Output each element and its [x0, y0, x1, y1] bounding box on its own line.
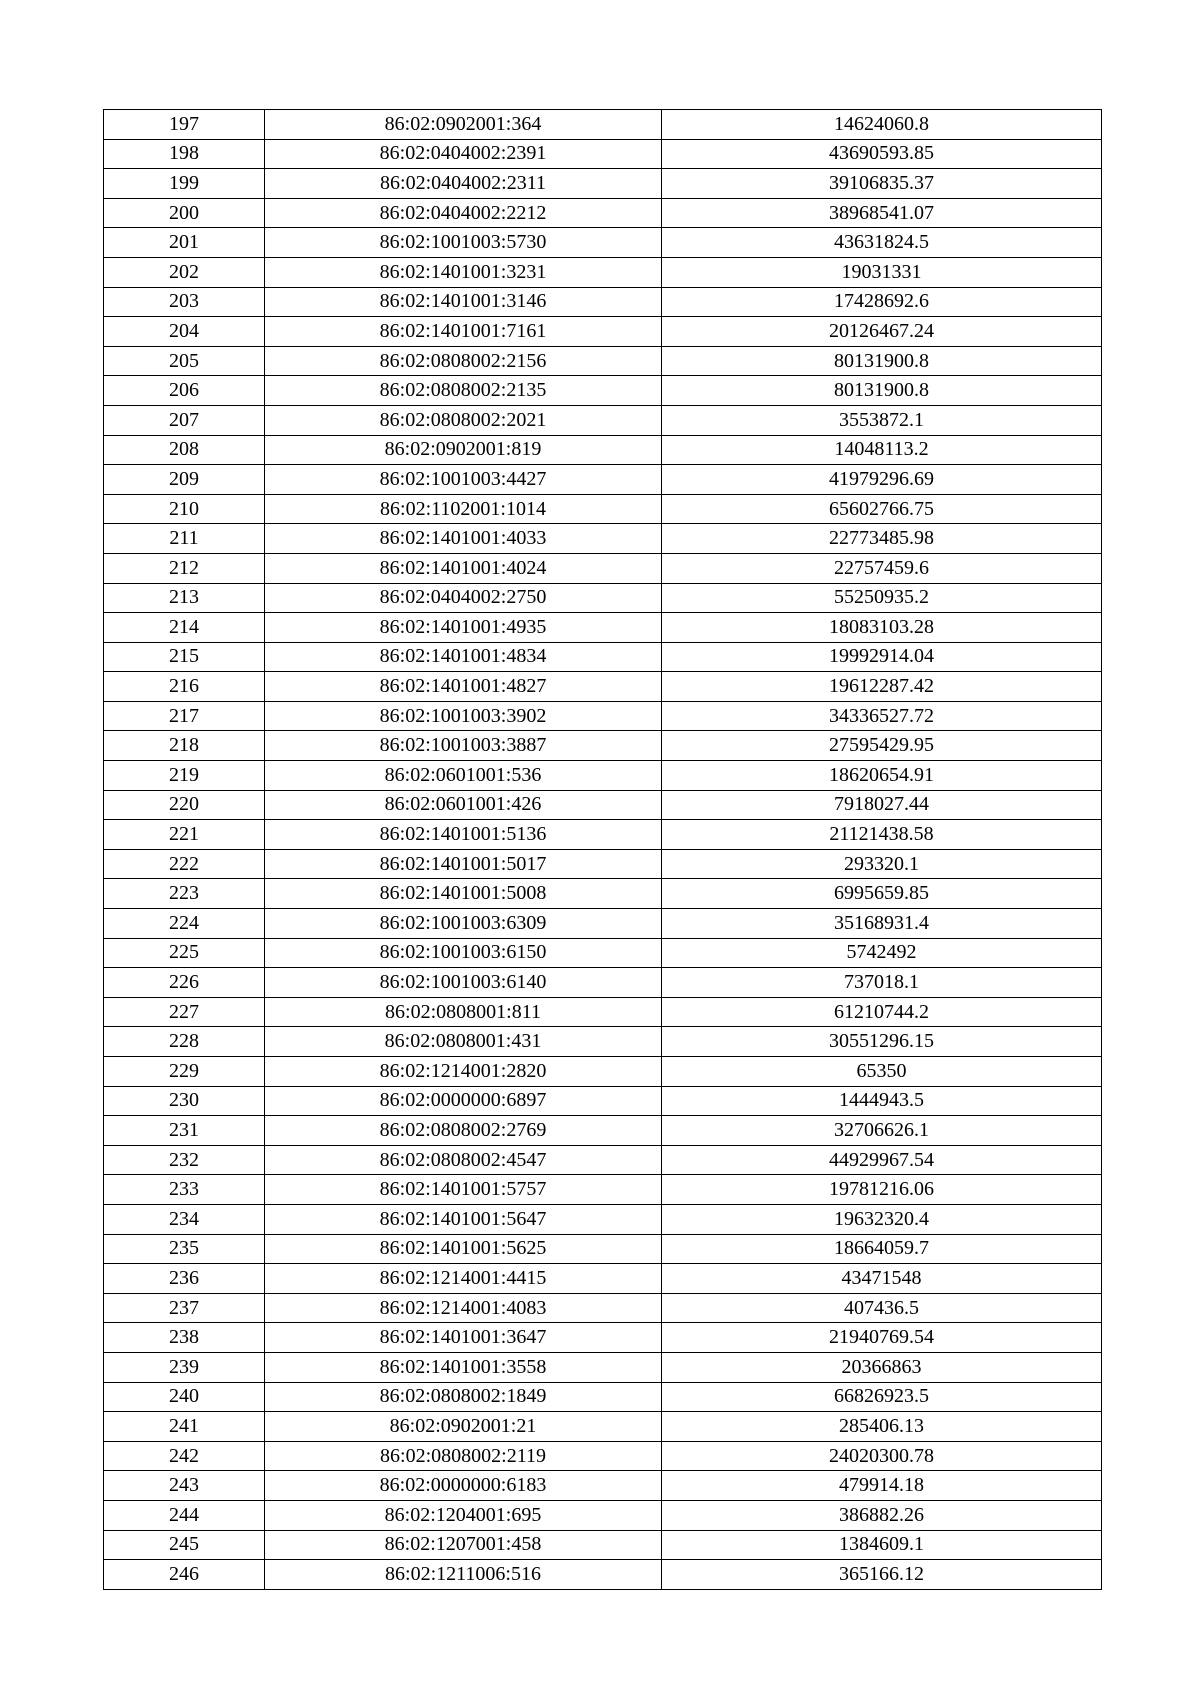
row-number-cell: 229	[104, 1057, 265, 1087]
table-row	[104, 938, 1102, 968]
value-cell: 386882.26	[662, 1500, 1102, 1530]
table-row	[104, 1412, 1102, 1442]
cadastral-number-cell: 86:02:1204001:695	[265, 1500, 662, 1530]
table-body	[104, 110, 1102, 1590]
cadastral-number-cell: 86:02:0000000:6897	[265, 1086, 662, 1116]
row-number-cell: 221	[104, 820, 265, 850]
table-row	[104, 110, 1102, 140]
table-row	[104, 968, 1102, 998]
row-number-cell: 202	[104, 257, 265, 287]
cadastral-number-cell: 86:02:1401001:4033	[265, 524, 662, 554]
row-number-cell: 224	[104, 909, 265, 939]
value-cell: 22773485.98	[662, 524, 1102, 554]
value-cell: 24020300.78	[662, 1441, 1102, 1471]
table-row	[104, 1027, 1102, 1057]
cadastral-number-cell: 86:02:1001003:6140	[265, 968, 662, 998]
cadastral-number-cell: 86:02:0902001:819	[265, 435, 662, 465]
value-cell: 39106835.37	[662, 169, 1102, 199]
value-cell: 1444943.5	[662, 1086, 1102, 1116]
row-number-cell: 225	[104, 938, 265, 968]
table-row	[104, 494, 1102, 524]
cadastral-number-cell: 86:02:0808002:2021	[265, 405, 662, 435]
row-number-cell: 226	[104, 968, 265, 998]
value-cell: 43471548	[662, 1264, 1102, 1294]
table-row	[104, 1234, 1102, 1264]
cadastral-number-cell: 86:02:0808002:2156	[265, 346, 662, 376]
cadastral-number-cell: 86:02:1001003:6309	[265, 909, 662, 939]
row-number-cell: 210	[104, 494, 265, 524]
table-row	[104, 1323, 1102, 1353]
cadastral-number-cell: 86:02:1207001:458	[265, 1530, 662, 1560]
table-row	[104, 849, 1102, 879]
cadastral-number-cell: 86:02:1401001:4827	[265, 672, 662, 702]
table-row	[104, 613, 1102, 643]
value-cell: 80131900.8	[662, 376, 1102, 406]
row-number-cell: 218	[104, 731, 265, 761]
row-number-cell: 241	[104, 1412, 265, 1442]
cadastral-number-cell: 86:02:1211006:516	[265, 1560, 662, 1590]
cadastral-number-cell: 86:02:1401001:5625	[265, 1234, 662, 1264]
value-cell: 479914.18	[662, 1471, 1102, 1501]
table-row	[104, 1441, 1102, 1471]
table-row	[104, 405, 1102, 435]
row-number-cell: 197	[104, 110, 265, 140]
row-number-cell: 222	[104, 849, 265, 879]
row-number-cell: 220	[104, 790, 265, 820]
data-table	[103, 109, 1102, 1590]
value-cell: 19992914.04	[662, 642, 1102, 672]
table-row	[104, 257, 1102, 287]
cadastral-number-cell: 86:02:1401001:7161	[265, 317, 662, 347]
value-cell: 65350	[662, 1057, 1102, 1087]
table-row	[104, 317, 1102, 347]
row-number-cell: 211	[104, 524, 265, 554]
value-cell: 41979296.69	[662, 465, 1102, 495]
cadastral-number-cell: 86:02:1214001:4083	[265, 1293, 662, 1323]
cadastral-number-cell: 86:02:1214001:2820	[265, 1057, 662, 1087]
row-number-cell: 237	[104, 1293, 265, 1323]
value-cell: 65602766.75	[662, 494, 1102, 524]
value-cell: 38968541.07	[662, 198, 1102, 228]
cadastral-number-cell: 86:02:1401001:4834	[265, 642, 662, 672]
cadastral-number-cell: 86:02:1001003:3887	[265, 731, 662, 761]
value-cell: 61210744.2	[662, 997, 1102, 1027]
row-number-cell: 231	[104, 1116, 265, 1146]
value-cell: 27595429.95	[662, 731, 1102, 761]
table-row	[104, 731, 1102, 761]
table-row	[104, 524, 1102, 554]
row-number-cell: 245	[104, 1530, 265, 1560]
value-cell: 293320.1	[662, 849, 1102, 879]
table-row	[104, 642, 1102, 672]
table-row	[104, 1086, 1102, 1116]
table-row	[104, 672, 1102, 702]
row-number-cell: 215	[104, 642, 265, 672]
cadastral-number-cell: 86:02:1214001:4415	[265, 1264, 662, 1294]
value-cell: 32706626.1	[662, 1116, 1102, 1146]
table-row	[104, 909, 1102, 939]
table-row	[104, 879, 1102, 909]
value-cell: 407436.5	[662, 1293, 1102, 1323]
cadastral-number-cell: 86:02:0808002:4547	[265, 1145, 662, 1175]
table-row	[104, 287, 1102, 317]
cadastral-number-cell: 86:02:0808001:431	[265, 1027, 662, 1057]
table-row	[104, 761, 1102, 791]
row-number-cell: 243	[104, 1471, 265, 1501]
row-number-cell: 236	[104, 1264, 265, 1294]
cadastral-number-cell: 86:02:1001003:5730	[265, 228, 662, 258]
value-cell: 5742492	[662, 938, 1102, 968]
table-row	[104, 1204, 1102, 1234]
cadastral-number-cell: 86:02:0601001:536	[265, 761, 662, 791]
table-row	[104, 1560, 1102, 1590]
row-number-cell: 239	[104, 1352, 265, 1382]
row-number-cell: 201	[104, 228, 265, 258]
cadastral-number-cell: 86:02:0808002:2135	[265, 376, 662, 406]
table-row	[104, 228, 1102, 258]
row-number-cell: 227	[104, 997, 265, 1027]
table-row	[104, 820, 1102, 850]
table-row	[104, 169, 1102, 199]
row-number-cell: 212	[104, 553, 265, 583]
value-cell: 80131900.8	[662, 346, 1102, 376]
cadastral-number-cell: 86:02:0601001:426	[265, 790, 662, 820]
value-cell: 18620654.91	[662, 761, 1102, 791]
table-row	[104, 1293, 1102, 1323]
row-number-cell: 214	[104, 613, 265, 643]
row-number-cell: 208	[104, 435, 265, 465]
value-cell: 14624060.8	[662, 110, 1102, 140]
value-cell: 6995659.85	[662, 879, 1102, 909]
row-number-cell: 205	[104, 346, 265, 376]
cadastral-number-cell: 86:02:0404002:2391	[265, 139, 662, 169]
value-cell: 44929967.54	[662, 1145, 1102, 1175]
row-number-cell: 203	[104, 287, 265, 317]
value-cell: 55250935.2	[662, 583, 1102, 613]
table-row	[104, 1530, 1102, 1560]
row-number-cell: 233	[104, 1175, 265, 1205]
value-cell: 19031331	[662, 257, 1102, 287]
cadastral-number-cell: 86:02:1401001:3146	[265, 287, 662, 317]
row-number-cell: 234	[104, 1204, 265, 1234]
table-row	[104, 1175, 1102, 1205]
cadastral-number-cell: 86:02:1401001:4024	[265, 553, 662, 583]
table-row	[104, 198, 1102, 228]
value-cell: 34336527.72	[662, 701, 1102, 731]
cadastral-number-cell: 86:02:1102001:1014	[265, 494, 662, 524]
value-cell: 737018.1	[662, 968, 1102, 998]
row-number-cell: 240	[104, 1382, 265, 1412]
cadastral-number-cell: 86:02:1401001:5008	[265, 879, 662, 909]
cadastral-number-cell: 86:02:0404002:2212	[265, 198, 662, 228]
value-cell: 3553872.1	[662, 405, 1102, 435]
cadastral-number-cell: 86:02:1001003:6150	[265, 938, 662, 968]
cadastral-number-cell: 86:02:0902001:21	[265, 1412, 662, 1442]
row-number-cell: 213	[104, 583, 265, 613]
row-number-cell: 219	[104, 761, 265, 791]
cadastral-number-cell: 86:02:1401001:5017	[265, 849, 662, 879]
table-row	[104, 1500, 1102, 1530]
value-cell: 66826923.5	[662, 1382, 1102, 1412]
value-cell: 43631824.5	[662, 228, 1102, 258]
table-row	[104, 583, 1102, 613]
row-number-cell: 230	[104, 1086, 265, 1116]
table-row	[104, 1352, 1102, 1382]
table-row	[104, 1264, 1102, 1294]
value-cell: 19632320.4	[662, 1204, 1102, 1234]
cadastral-number-cell: 86:02:1401001:3558	[265, 1352, 662, 1382]
cadastral-number-cell: 86:02:0404002:2750	[265, 583, 662, 613]
value-cell: 19781216.06	[662, 1175, 1102, 1205]
row-number-cell: 232	[104, 1145, 265, 1175]
row-number-cell: 207	[104, 405, 265, 435]
value-cell: 285406.13	[662, 1412, 1102, 1442]
cadastral-number-cell: 86:02:0808002:2119	[265, 1441, 662, 1471]
value-cell: 365166.12	[662, 1560, 1102, 1590]
row-number-cell: 244	[104, 1500, 265, 1530]
value-cell: 18664059.7	[662, 1234, 1102, 1264]
value-cell: 20126467.24	[662, 317, 1102, 347]
value-cell: 7918027.44	[662, 790, 1102, 820]
row-number-cell: 216	[104, 672, 265, 702]
cadastral-number-cell: 86:02:1401001:5136	[265, 820, 662, 850]
row-number-cell: 235	[104, 1234, 265, 1264]
row-number-cell: 200	[104, 198, 265, 228]
value-cell: 19612287.42	[662, 672, 1102, 702]
cadastral-number-cell: 86:02:0404002:2311	[265, 169, 662, 199]
cadastral-number-cell: 86:02:1001003:3902	[265, 701, 662, 731]
cadastral-number-cell: 86:02:0902001:364	[265, 110, 662, 140]
value-cell: 17428692.6	[662, 287, 1102, 317]
table-row	[104, 790, 1102, 820]
row-number-cell: 242	[104, 1441, 265, 1471]
table-row	[104, 139, 1102, 169]
row-number-cell: 238	[104, 1323, 265, 1353]
cadastral-number-cell: 86:02:0808002:1849	[265, 1382, 662, 1412]
value-cell: 1384609.1	[662, 1530, 1102, 1560]
cadastral-number-cell: 86:02:1401001:3647	[265, 1323, 662, 1353]
table-row	[104, 1471, 1102, 1501]
cadastral-number-cell: 86:02:1401001:5757	[265, 1175, 662, 1205]
row-number-cell: 198	[104, 139, 265, 169]
table-row	[104, 1382, 1102, 1412]
table-row	[104, 1116, 1102, 1146]
cadastral-number-cell: 86:02:1401001:5647	[265, 1204, 662, 1234]
value-cell: 22757459.6	[662, 553, 1102, 583]
table-row	[104, 465, 1102, 495]
value-cell: 35168931.4	[662, 909, 1102, 939]
table-row	[104, 376, 1102, 406]
table-row	[104, 1145, 1102, 1175]
cadastral-number-cell: 86:02:1001003:4427	[265, 465, 662, 495]
table-row	[104, 997, 1102, 1027]
cadastral-number-cell: 86:02:0000000:6183	[265, 1471, 662, 1501]
row-number-cell: 199	[104, 169, 265, 199]
row-number-cell: 228	[104, 1027, 265, 1057]
table-row	[104, 346, 1102, 376]
value-cell: 20366863	[662, 1352, 1102, 1382]
value-cell: 30551296.15	[662, 1027, 1102, 1057]
value-cell: 14048113.2	[662, 435, 1102, 465]
value-cell: 21121438.58	[662, 820, 1102, 850]
cadastral-number-cell: 86:02:0808001:811	[265, 997, 662, 1027]
table-row	[104, 553, 1102, 583]
cadastral-number-cell: 86:02:1401001:3231	[265, 257, 662, 287]
value-cell: 43690593.85	[662, 139, 1102, 169]
row-number-cell: 204	[104, 317, 265, 347]
table-row	[104, 1057, 1102, 1087]
table-row	[104, 435, 1102, 465]
value-cell: 21940769.54	[662, 1323, 1102, 1353]
row-number-cell: 206	[104, 376, 265, 406]
row-number-cell: 246	[104, 1560, 265, 1590]
table-row	[104, 701, 1102, 731]
cadastral-number-cell: 86:02:0808002:2769	[265, 1116, 662, 1146]
cadastral-number-cell: 86:02:1401001:4935	[265, 613, 662, 643]
row-number-cell: 217	[104, 701, 265, 731]
value-cell: 18083103.28	[662, 613, 1102, 643]
row-number-cell: 209	[104, 465, 265, 495]
row-number-cell: 223	[104, 879, 265, 909]
